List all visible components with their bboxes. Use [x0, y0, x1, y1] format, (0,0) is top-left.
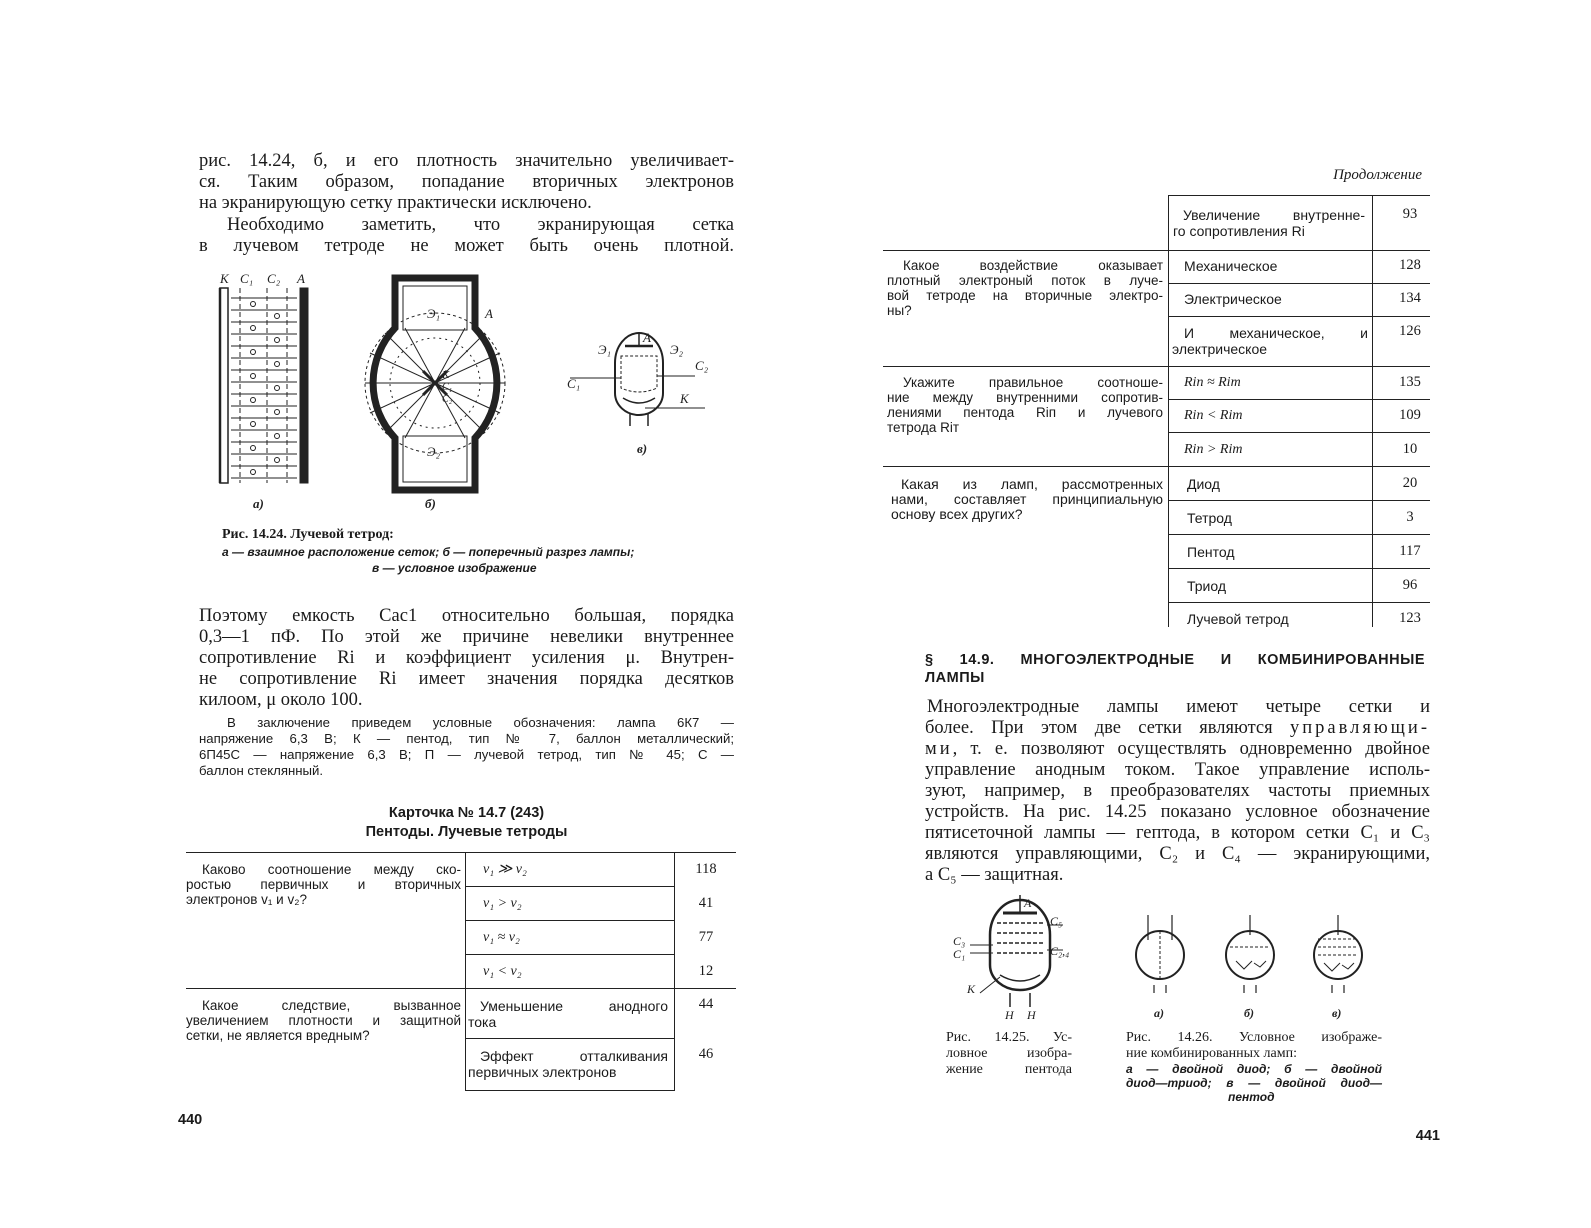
q4-answer-2[interactable]: Riп < Riт [1184, 408, 1243, 423]
q3-question: Какое воздействие оказывает плотный электроный поток в луче- вой тетроде на вторичные электро- ны? [887, 258, 1163, 318]
left-paragraph-3: Поэтому емкость Сас1 относительно большая, порядка 0,3—1 пФ. По этой же причине невелики внутреннее сопротивление Ri и коэффициент усиления μ. Внутрен- не сопротивление Ri имеет значения порядка десятков килоом, μ около 100. [199, 606, 734, 710]
fig25-label-c5: C₅ [1050, 914, 1063, 928]
fig24b-label-c2: C₂ [442, 394, 453, 405]
card-title: Карточка № 14.7 (243) [388, 805, 545, 821]
q1-answer-1[interactable]: v₁ ≫ v₂ [483, 862, 527, 877]
q2-answer-1[interactable]: Уменьшение анодного тока [468, 998, 668, 1030]
fig24b-label-e2: Э₂ [427, 444, 441, 459]
left-paragraph-2: Необходимо заметить, что экранирующая сетка в лучевом тетроде не может быть очень плотной. [199, 215, 734, 256]
fig24a-label-c1: C₁ [240, 271, 254, 286]
left-paragraph-4: В заключение приведем условные обозначения: лампа 6К7 — напряжение 6,3 В; К — пентод, тип № 7, баллон металлический; 6П45С — напряжение 6,3 В; П — лучевой тетрод, тип № 45; С — баллон стеклянный. [199, 715, 734, 778]
q4-answer-1[interactable]: Riп ≈ Riт [1184, 375, 1241, 390]
q3-answer-3-code: 126 [1399, 323, 1421, 339]
q3-answer-2-code: 134 [1399, 290, 1421, 306]
q4-answer-1-code: 135 [1399, 374, 1421, 390]
q5-answer-2[interactable]: Тетрод [1187, 510, 1232, 526]
figure-14-24 [205, 268, 745, 518]
fig24v-label-k: К [680, 391, 689, 406]
q3-answer-2[interactable]: Электрическое [1184, 291, 1282, 307]
q4-answer-3[interactable]: Riп > Riт [1184, 442, 1243, 457]
fig24b-letter: б) [425, 496, 436, 511]
q3-answer-3[interactable]: И механическое, и электрическое [1172, 325, 1368, 357]
fig24v-label-e2: Э₂ [670, 342, 684, 357]
section-title: § 14.9. МНОГОЭЛЕКТРОДНЫЕ И КОМБИНИРОВАННЫЕ ЛАМПЫ [925, 652, 1425, 686]
q5-answer-3[interactable]: Пентод [1187, 544, 1235, 560]
fig26-label-a: а) [1154, 1006, 1164, 1020]
q5-answer-1[interactable]: Диод [1187, 476, 1220, 492]
fig26-label-v: в) [1332, 1006, 1342, 1020]
q5-answer-2-code: 3 [1406, 509, 1414, 525]
row0-answer-code: 93 [1402, 206, 1418, 222]
q1-answer-4[interactable]: v₁ < v₂ [483, 964, 522, 979]
q2-question: Какое следствие, вызванное увеличением плотности и защитной сетки, не является вредным? [186, 998, 461, 1043]
q4-answer-3-code: 10 [1402, 441, 1418, 457]
fig25-label-a: А [1024, 896, 1032, 910]
q5-question: Какая из ламп, рассмотренных нами, составляет принципиальную основу всех других? [891, 476, 1163, 522]
fig26-label-b: б) [1244, 1006, 1254, 1020]
figure-14-25-caption: Рис. 14.25. Ус- ловное изобра- жение пентода [946, 1030, 1072, 1077]
left-page-number: 440 [178, 1112, 203, 1128]
fig24b-label-e1: Э₁ [427, 306, 441, 321]
fig24v-label-e1: Э₁ [598, 342, 612, 357]
left-paragraph-1: рис. 14.24, б, и его плотность значительно увеличивает- ся. Таким образом, попадание вторичных электронов на экранирующую сетку практически исключено. [199, 151, 734, 213]
fig24b-label-c1: C₁ [442, 382, 453, 393]
q3-answer-1-code: 128 [1399, 257, 1421, 273]
figure-14-24-caption-line-1: а — взаимное расположение сеток; б — поперечный разрез лампы; [222, 545, 635, 559]
q1-answer-2-code: 41 [698, 895, 714, 911]
q1-answer-3-code: 77 [698, 929, 714, 945]
q1-question: Каково соотношение между ско- ростью первичных и вторичных электронов v₁ и v₂? [186, 862, 461, 907]
q5-answer-5-code: 123 [1399, 610, 1421, 626]
q5-answer-3-code: 117 [1399, 543, 1421, 559]
q2-answer-2-code: 46 [698, 1046, 714, 1062]
figure-14-24a-grids [220, 288, 308, 483]
q5-answer-1-code: 20 [1402, 475, 1418, 491]
card-subtitle: Пентоды. Лучевые тетроды [365, 824, 568, 840]
row0-answer[interactable]: Увеличение внутренне- го сопротивления Ri [1173, 207, 1365, 239]
right-page-number: 441 [1415, 1128, 1440, 1144]
figure-14-24-caption-line-2: в — условное изображение [372, 561, 537, 575]
right-paragraph-1: Многоэлектродные лампы имеют четыре сетки и более. При этом две сетки являются управляющи- ми, т. е. позволяют осуществлять одновременно двойное управление анодным током. Такое управление исполь- зуют, например, в преобразователях частоты приемных устройств. На рис. 14.25 показано условное обозначение пятисеточной лампы — гептода, в котором сетки С₁ и С₃ являются управляющими, С₂ и С₄ — экранирующими, а С₅ — защитная. [925, 697, 1430, 885]
fig24a-label-k: К [220, 271, 229, 286]
q5-answer-5[interactable]: Лучевой тетрод [1187, 611, 1289, 627]
fig24b-label-k: К [442, 369, 450, 381]
continuation-label: Продолжение [1333, 167, 1422, 183]
fig25-label-c24: C₂,₄ [1050, 944, 1070, 958]
figure-14-24-caption-title: Рис. 14.24. Лучевой тетрод: [222, 527, 394, 542]
fig24a-label-a: А [297, 271, 305, 286]
q1-answer-2[interactable]: v₁ > v₂ [483, 896, 522, 911]
fig25-label-c3: C₃ [953, 934, 966, 948]
q5-answer-4-code: 96 [1402, 577, 1418, 593]
fig24a-letter: а) [253, 496, 264, 511]
fig24v-label-c1: C₁ [567, 376, 581, 391]
q4-question: Укажите правильное соотноше- ние между внутренними сопротив- лениями пентода Riп и лучевого тетрода Riт [887, 375, 1163, 435]
figure-14-26 [1118, 905, 1398, 1020]
fig24v-label-a: А [643, 330, 651, 345]
q3-answer-1[interactable]: Механическое [1184, 258, 1278, 274]
figure-14-26-caption: Рис. 14.26. Условное изображе- ние комбинированных ламп: а — двойной диод; б — двойной диод—триод; в — двойной диод— пентод [1126, 1030, 1382, 1104]
q4-answer-2-code: 109 [1399, 407, 1421, 423]
q2-answer-1-code: 44 [698, 996, 714, 1012]
fig24v-letter: в) [637, 441, 648, 456]
fig24v-label-c2: C₂ [695, 358, 709, 373]
figure-14-25 [945, 895, 1085, 1025]
q1-answer-1-code: 118 [695, 861, 717, 877]
q1-answer-4-code: 12 [698, 963, 714, 979]
q5-answer-4[interactable]: Триод [1187, 578, 1227, 594]
q1-answer-3[interactable]: v₁ ≈ v₂ [483, 930, 520, 945]
fig25-label-k: К [967, 982, 975, 996]
fig25-label-c1: C₁ [953, 947, 966, 961]
figure-14-24v-symbol [570, 333, 705, 426]
fig24b-label-a: А [485, 306, 493, 321]
fig25-label-h1: Н [1005, 1008, 1014, 1022]
q2-answer-2[interactable]: Эффект отталкивания первичных электронов [468, 1048, 668, 1080]
fig25-label-h2: Н [1027, 1008, 1036, 1022]
fig24a-label-c2: C₂ [267, 271, 281, 286]
